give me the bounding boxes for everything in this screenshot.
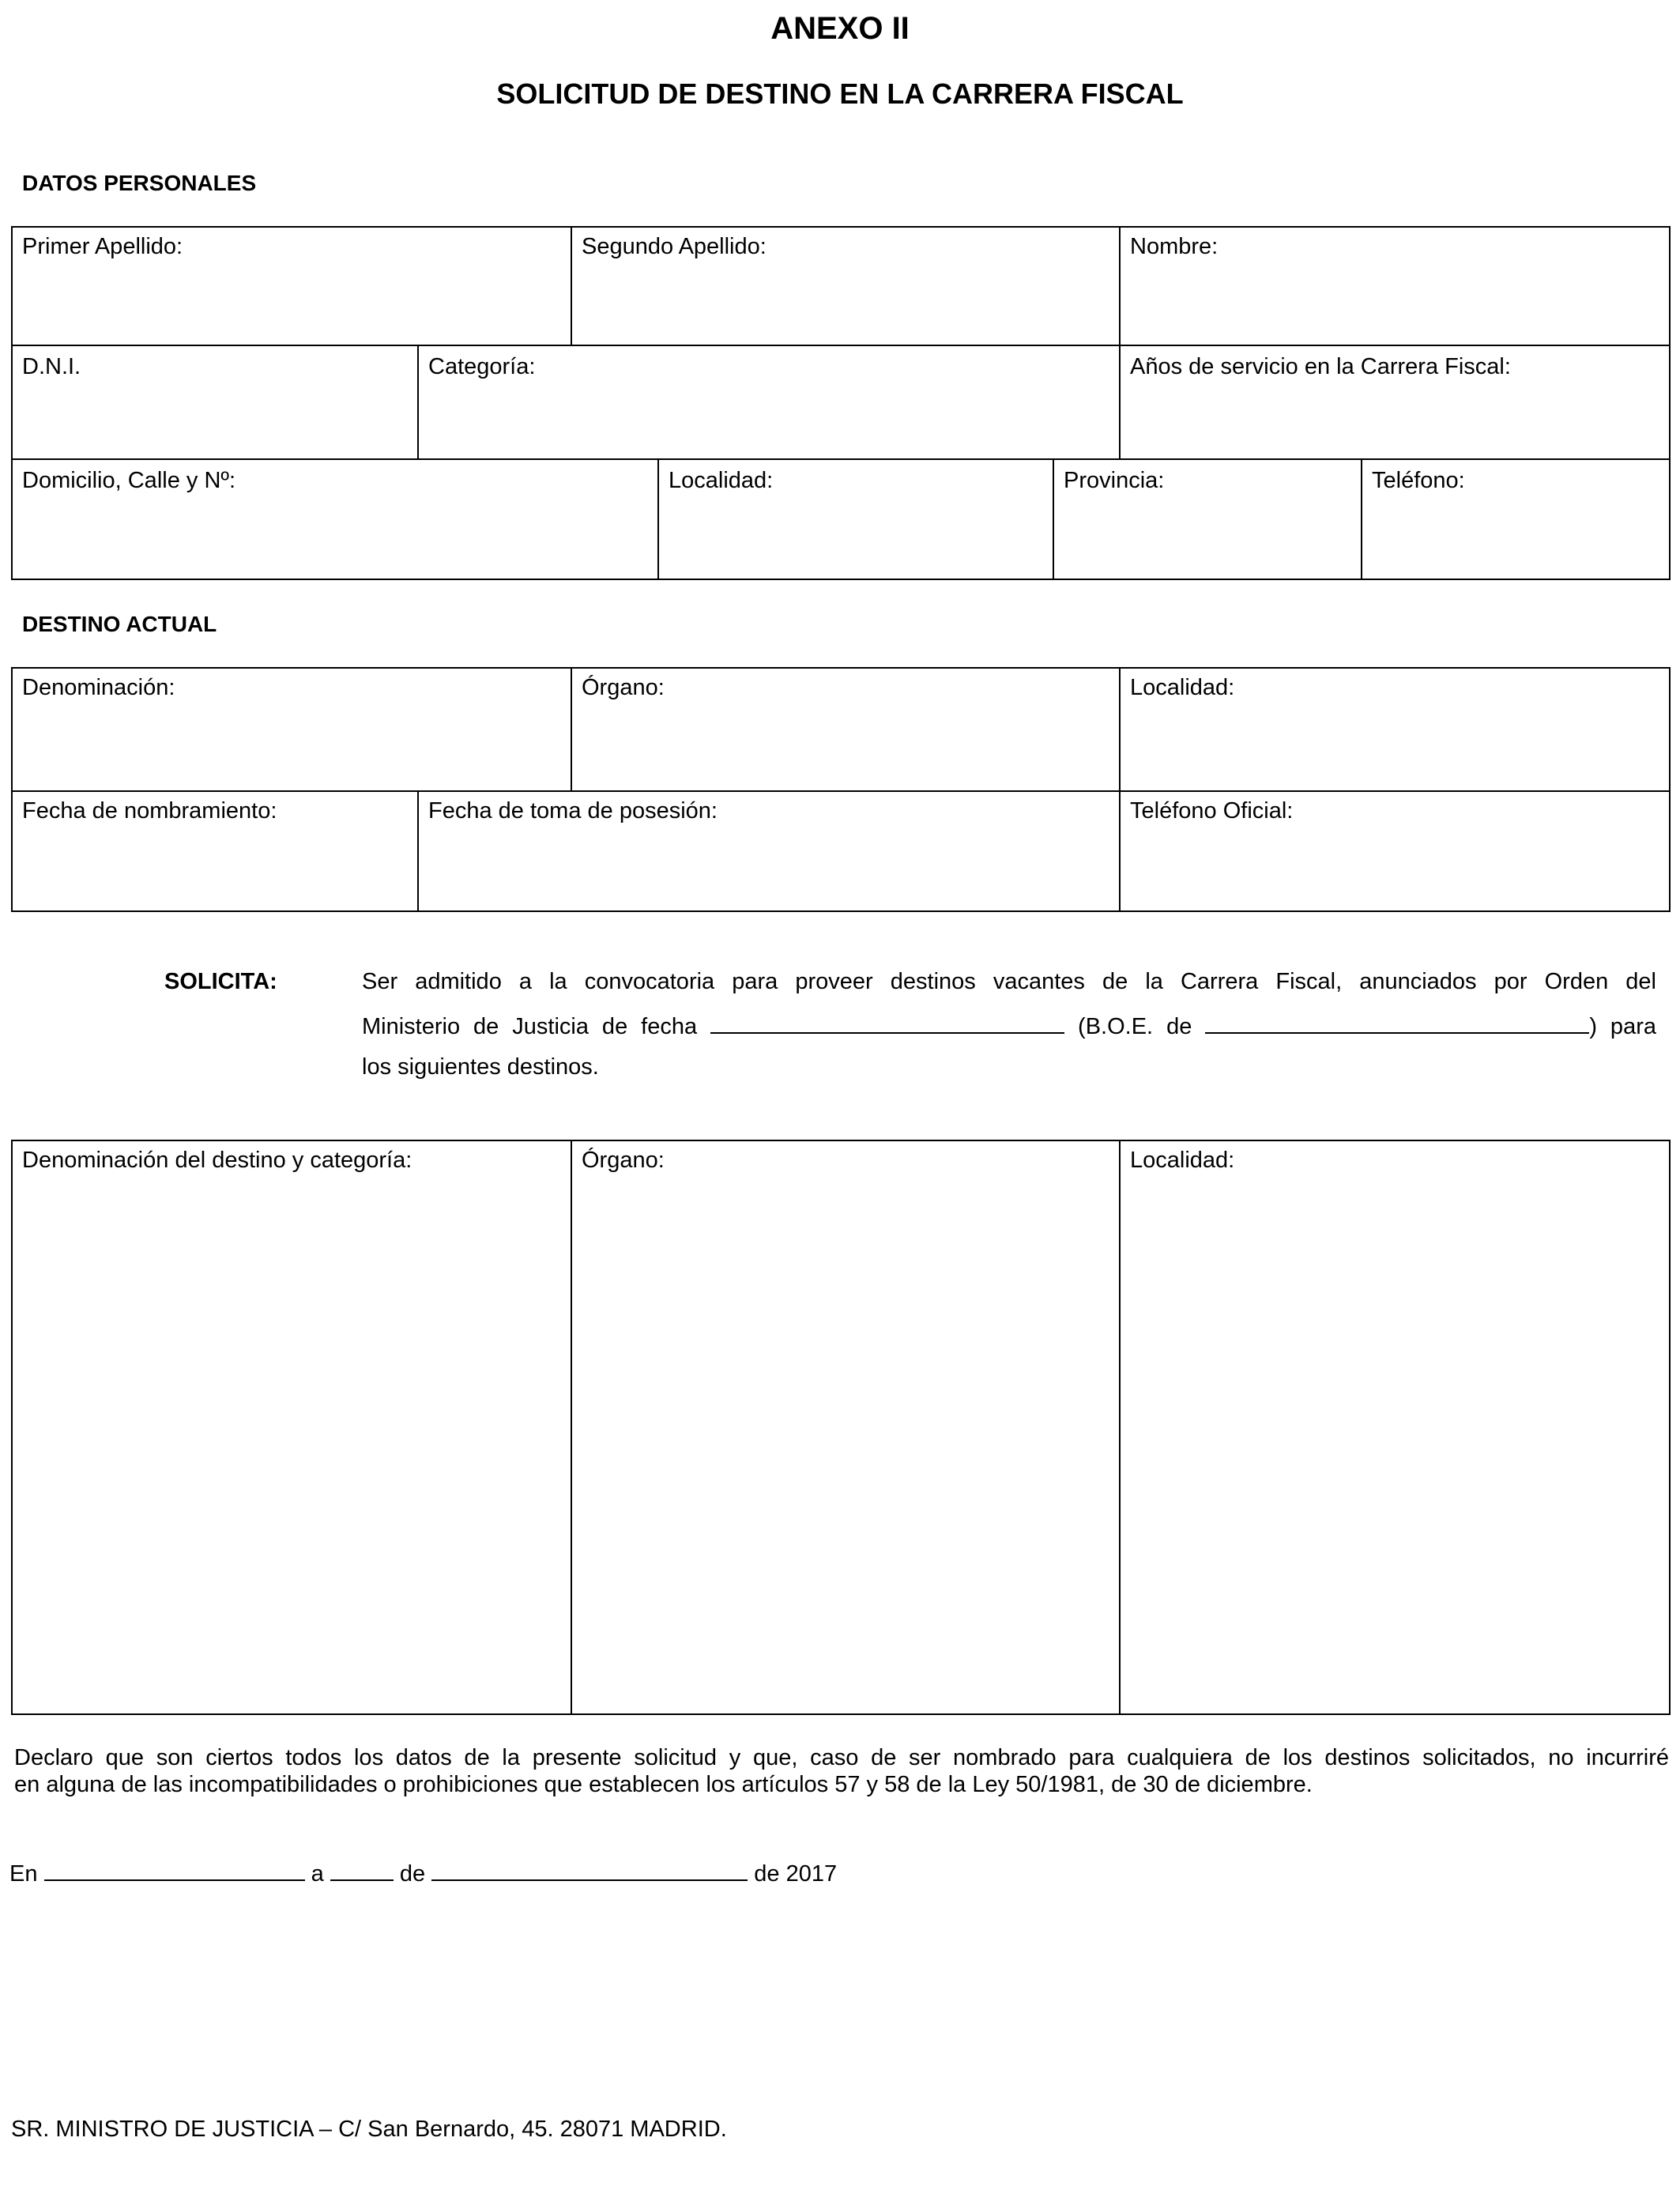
column-divider bbox=[571, 1140, 572, 1715]
annex-title: ANEXO II bbox=[770, 11, 910, 46]
organo-field[interactable]: Órgano: bbox=[582, 675, 665, 700]
solicita-text-line-2 bbox=[362, 1010, 1656, 1041]
row-divider bbox=[11, 345, 1671, 346]
telefono-field[interactable]: Teléfono: bbox=[1372, 468, 1465, 493]
addressee-footer: SR. MINISTRO DE JUSTICIA – C/ San Bernardo, 45. 28071 MADRID. bbox=[11, 2117, 727, 2142]
destino-localidad-field[interactable]: Localidad: bbox=[1130, 675, 1235, 700]
column-divider bbox=[1119, 1140, 1121, 1715]
column-divider bbox=[571, 226, 572, 346]
denominacion-field[interactable]: Denominación: bbox=[22, 675, 175, 700]
place-blank[interactable] bbox=[44, 1857, 305, 1881]
dni-field[interactable]: D.N.I. bbox=[22, 354, 81, 379]
day-blank[interactable] bbox=[330, 1857, 394, 1881]
destino-denominacion-column[interactable]: Denominación del destino y categoría: bbox=[22, 1148, 412, 1173]
column-divider bbox=[1119, 226, 1121, 460]
form-title: SOLICITUD DE DESTINO EN LA CARRERA FISCAL bbox=[496, 77, 1184, 110]
row-divider bbox=[11, 790, 1671, 792]
fecha-nombramiento-field[interactable]: Fecha de nombramiento: bbox=[22, 798, 277, 824]
solicita-text-line-1: Ser admitido a la convocatoria para proveer destinos vacantes de la Carrera Fiscal, anunciados por Orden del bbox=[362, 969, 1656, 994]
column-divider bbox=[1361, 458, 1362, 580]
solicita-text-2a: Ministerio de Justicia de fecha bbox=[362, 1014, 698, 1039]
section-heading-personal: DATOS PERSONALES bbox=[22, 171, 257, 195]
solicita-text-line-3: los siguientes destinos. bbox=[362, 1054, 599, 1080]
declaration-line-2: en alguna de las incompatibilidades o prohibiciones que establecen los artículos 57 y 58 de la Ley 50/1981, de 30 de diciembre. bbox=[14, 1772, 1313, 1797]
column-divider bbox=[417, 345, 419, 460]
column-divider bbox=[1053, 458, 1054, 580]
date-line bbox=[9, 1857, 837, 1888]
segundo-apellido-field[interactable]: Segundo Apellido: bbox=[582, 234, 767, 259]
provincia-field[interactable]: Provincia: bbox=[1064, 468, 1165, 493]
personal-table-border bbox=[11, 226, 1671, 580]
date-a-label: a bbox=[311, 1861, 324, 1887]
declaration-line-1: Declaro que son ciertos todos los datos de la presente solicitud y que, caso de ser nombrado para cualquiera de los destinos solicitados, no incurriré bbox=[14, 1745, 1669, 1770]
boe-fecha-blank[interactable] bbox=[1205, 1010, 1589, 1034]
solicita-label: SOLICITA: bbox=[164, 969, 277, 994]
primer-apellido-field[interactable]: Primer Apellido: bbox=[22, 234, 183, 259]
date-de-label: de bbox=[399, 1861, 426, 1887]
row-divider bbox=[11, 458, 1671, 460]
destino-organo-column[interactable]: Órgano: bbox=[582, 1148, 665, 1173]
solicita-text-2b: (B.O.E. de bbox=[1078, 1014, 1192, 1039]
telefono-oficial-field[interactable]: Teléfono Oficial: bbox=[1130, 798, 1294, 824]
requested-posts-border bbox=[11, 1140, 1671, 1715]
orden-fecha-blank[interactable] bbox=[710, 1010, 1064, 1034]
fecha-toma-posesion-field[interactable]: Fecha de toma de posesión: bbox=[428, 798, 718, 824]
column-divider bbox=[571, 667, 572, 792]
column-divider bbox=[1119, 667, 1121, 912]
month-blank[interactable] bbox=[431, 1857, 748, 1881]
column-divider bbox=[417, 790, 419, 912]
destino-localidad-column[interactable]: Localidad: bbox=[1130, 1148, 1235, 1173]
categoria-field[interactable]: Categoría: bbox=[428, 354, 536, 379]
column-divider bbox=[657, 458, 659, 580]
localidad-field[interactable]: Localidad: bbox=[669, 468, 774, 493]
nombre-field[interactable]: Nombre: bbox=[1130, 234, 1219, 259]
domicilio-field[interactable]: Domicilio, Calle y Nº: bbox=[22, 468, 236, 493]
current-post-table-border bbox=[11, 667, 1671, 912]
date-en-label: En bbox=[9, 1861, 38, 1887]
section-heading-destino-actual: DESTINO ACTUAL bbox=[22, 612, 217, 636]
anos-servicio-field[interactable]: Años de servicio en la Carrera Fiscal: bbox=[1130, 354, 1511, 379]
date-year-label: de 2017 bbox=[754, 1861, 838, 1887]
solicita-text-2c: ) para bbox=[1589, 1014, 1656, 1039]
